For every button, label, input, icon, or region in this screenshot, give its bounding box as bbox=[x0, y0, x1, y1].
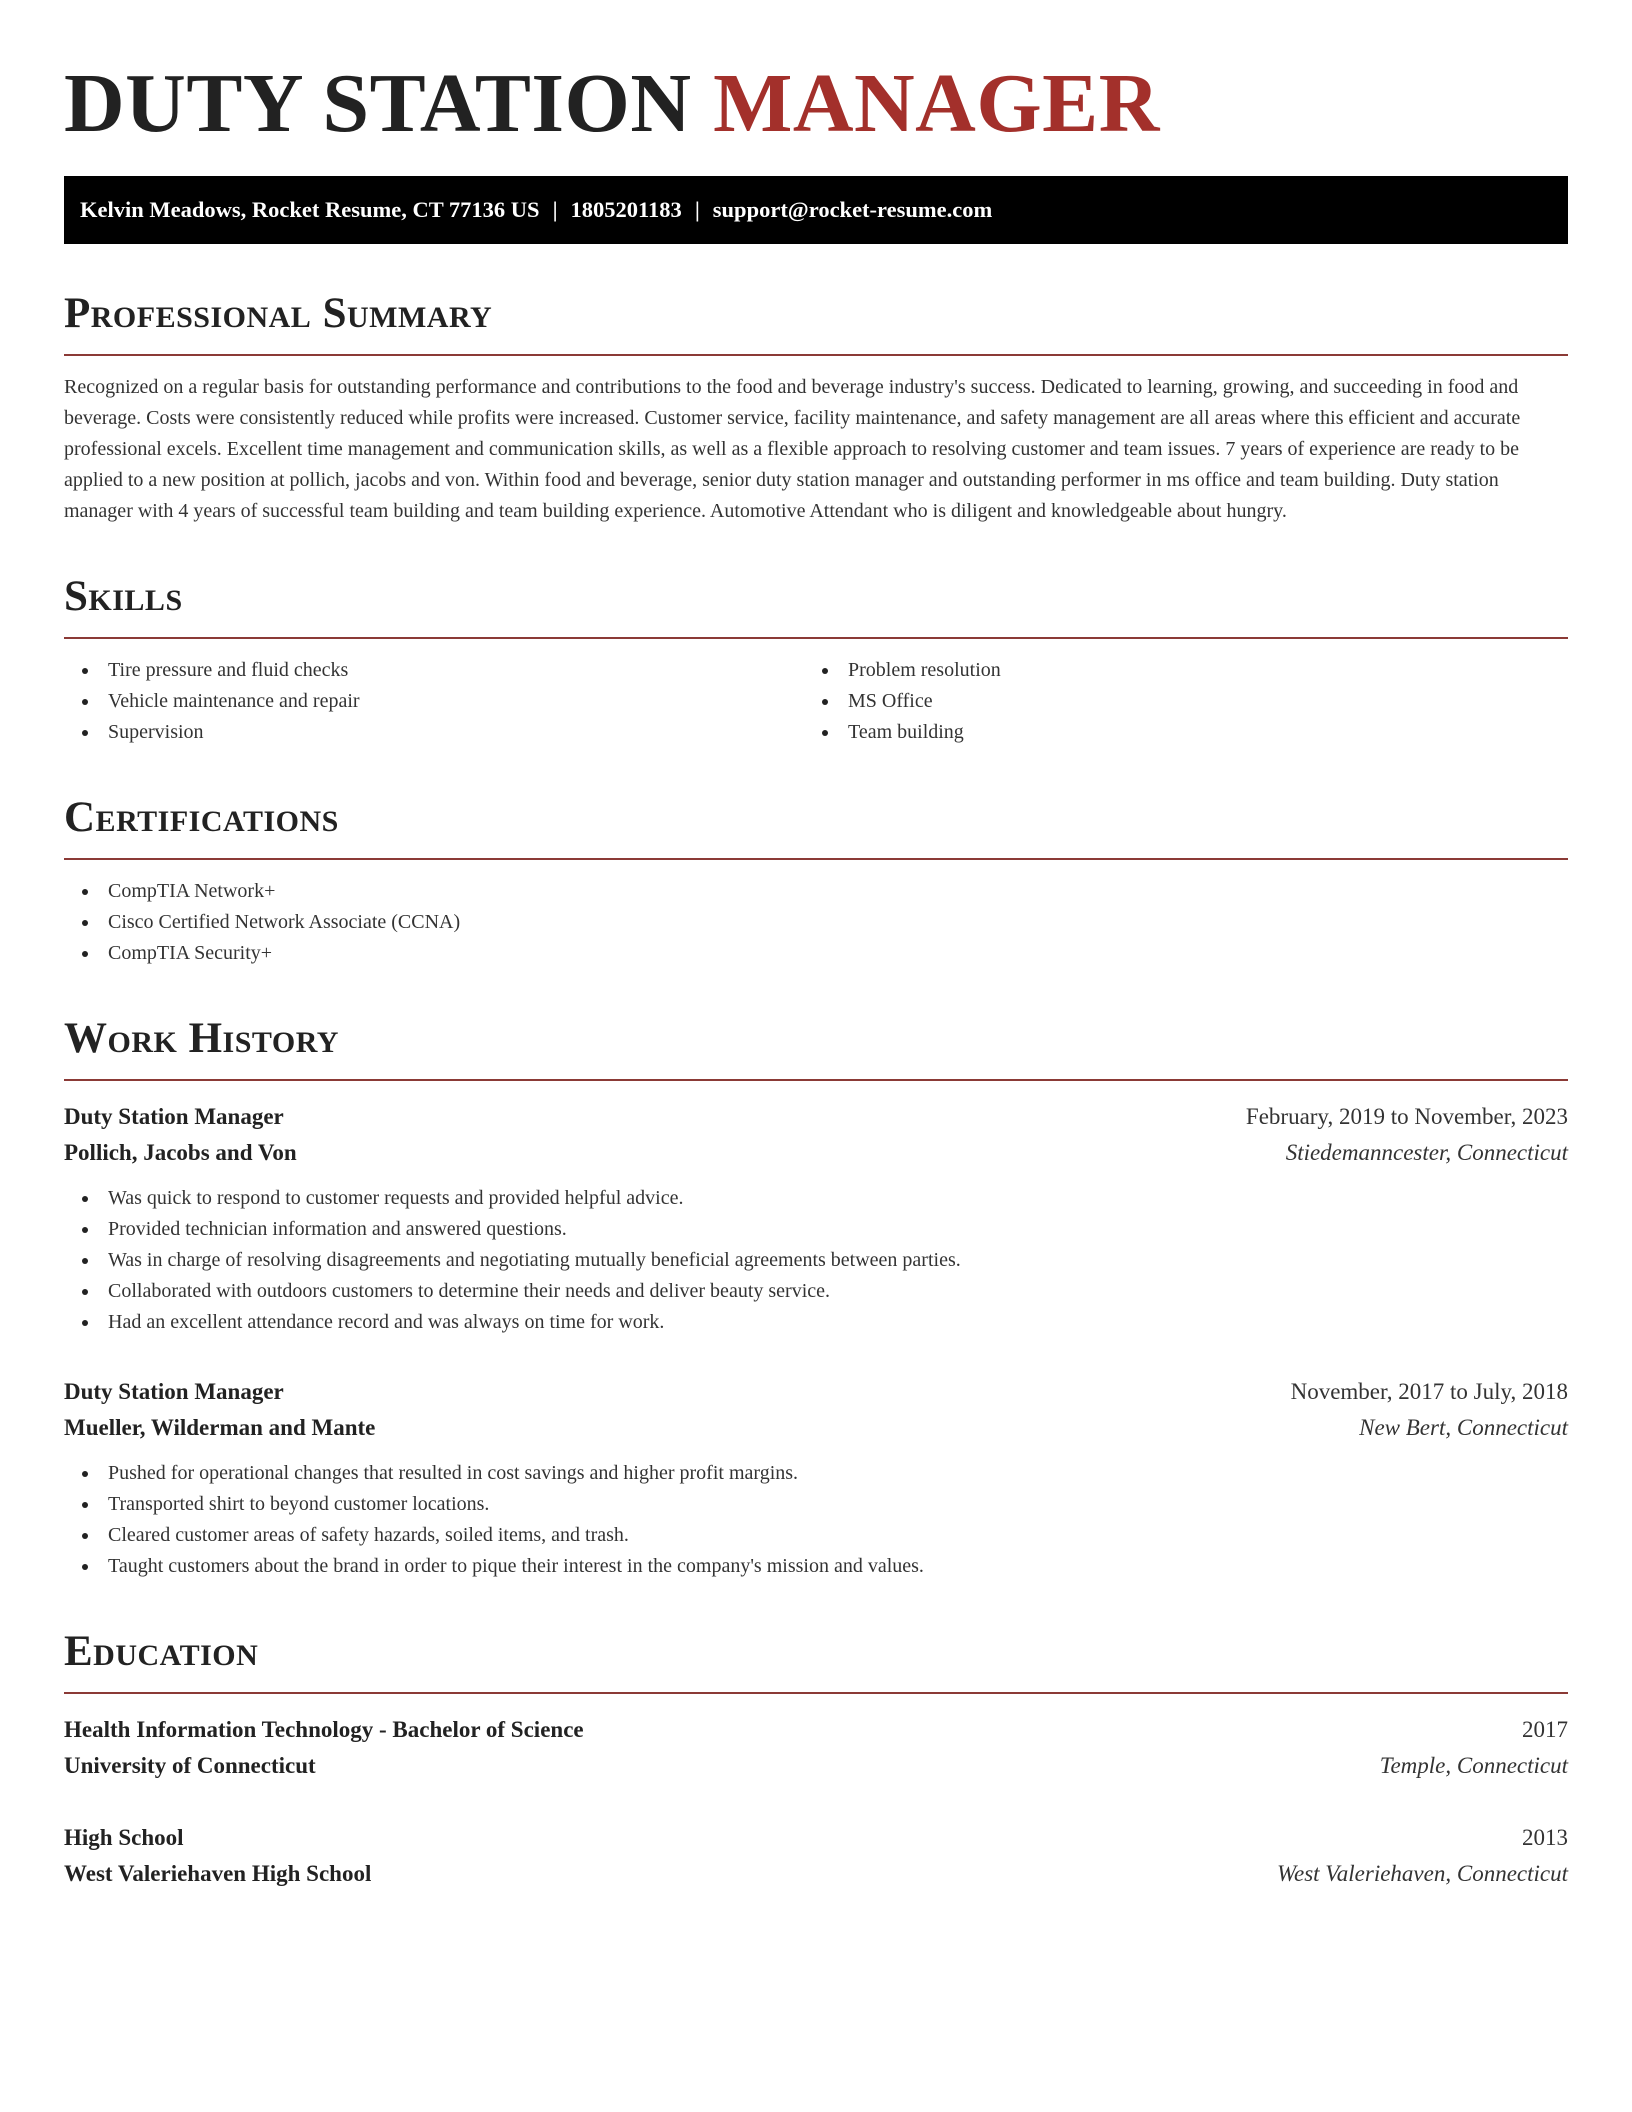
education-degree: High School bbox=[64, 1825, 184, 1850]
education-location: West Valeriehaven, Connecticut bbox=[1276, 1861, 1568, 1886]
summary-section bbox=[64, 288, 1568, 527]
education-location: Temple, Connecticut bbox=[1379, 1753, 1568, 1778]
skills-heading: Skills bbox=[64, 571, 1568, 639]
work-section bbox=[64, 1013, 1568, 1582]
education-year: 2017 bbox=[1522, 1717, 1568, 1742]
certification-item: CompTIA Security+ bbox=[64, 938, 1568, 969]
summary-text: Recognized on a regular basis for outstanding performance and contributions to the food and beverage industry's success. Dedicated to learning, growing, and succeeding in food and beverage. Costs were consistently reduced while profits were increased. Customer service, facility maintenance, and safety management are all areas where this efficient and accurate professional excels. Excellent time management and communication skills, as well as a flexible approach to resolving customer and team issues. 7 years of experience are ready to be applied to a new position at pollich, jacobs and von. Within food and beverage, senior duty station manager and outstanding performer in ms office and team building. Duty station manager with 4 years of successful team building and team building experience. Automotive Attendant who is diligent and knowledgeable about hungry. bbox=[64, 376, 1521, 522]
job-header-row bbox=[64, 1099, 1568, 1135]
education-school-row bbox=[64, 1748, 1568, 1784]
job-company: Mueller, Wilderman and Mante bbox=[64, 1415, 376, 1440]
job-duties-list bbox=[64, 1183, 1568, 1338]
skill-item: Vehicle maintenance and repair bbox=[64, 686, 804, 717]
skills-right-list bbox=[804, 655, 1544, 748]
contact-bar bbox=[64, 176, 1568, 244]
contact-separator: | bbox=[552, 197, 558, 222]
education-heading: Education bbox=[64, 1626, 1568, 1694]
job-title: Duty Station Manager bbox=[64, 1379, 284, 1404]
education-entry bbox=[64, 1712, 1568, 1784]
job-duty-item: Taught customers about the brand in order to pique their interest in the company's mission and values. bbox=[64, 1551, 1568, 1582]
certifications-heading: Certifications bbox=[64, 792, 1568, 860]
job-dates: November, 2017 to July, 2018 bbox=[1290, 1379, 1568, 1404]
job-dates: February, 2019 to November, 2023 bbox=[1245, 1104, 1568, 1129]
certifications-section bbox=[64, 792, 1568, 969]
job-entry bbox=[64, 1374, 1568, 1582]
title-main: DUTY STATION bbox=[64, 57, 692, 150]
job-duty-item: Provided technician information and answered questions. bbox=[64, 1214, 1568, 1245]
skills-section bbox=[64, 571, 1568, 748]
certification-item: CompTIA Network+ bbox=[64, 876, 1568, 907]
job-company: Pollich, Jacobs and Von bbox=[64, 1140, 297, 1165]
job-duty-item: Had an excellent attendance record and was always on time for work. bbox=[64, 1307, 1568, 1338]
job-location: New Bert, Connecticut bbox=[1359, 1415, 1568, 1440]
job-location: Stiedemanncester, Connecticut bbox=[1285, 1140, 1568, 1165]
skill-item: Tire pressure and fluid checks bbox=[64, 655, 804, 686]
skills-grid bbox=[64, 655, 1568, 748]
education-year: 2013 bbox=[1522, 1825, 1568, 1850]
job-company-row bbox=[64, 1135, 1568, 1171]
job-duty-item: Cleared customer areas of safety hazards, soiled items, and trash. bbox=[64, 1520, 1568, 1551]
job-duties-list bbox=[64, 1458, 1568, 1582]
job-duty-item: Was quick to respond to customer requests and provided helpful advice. bbox=[64, 1183, 1568, 1214]
summary-heading: Professional Summary bbox=[64, 288, 1568, 356]
page-title bbox=[64, 56, 1568, 152]
education-degree-row bbox=[64, 1712, 1568, 1748]
education-school: University of Connecticut bbox=[64, 1753, 316, 1778]
skill-item: Team building bbox=[804, 717, 1544, 748]
contact-phone: 1805201183 bbox=[570, 197, 682, 222]
contact-email: support@rocket-resume.com bbox=[712, 197, 993, 222]
skill-item: Supervision bbox=[64, 717, 804, 748]
certifications-list bbox=[64, 876, 1568, 969]
education-degree: Health Information Technology - Bachelor of Science bbox=[64, 1717, 584, 1742]
education-entry bbox=[64, 1820, 1568, 1892]
skill-item: Problem resolution bbox=[804, 655, 1544, 686]
education-school-row bbox=[64, 1856, 1568, 1892]
job-duty-item: Was in charge of resolving disagreements and negotiating mutually beneficial agreements between parties. bbox=[64, 1245, 1568, 1276]
job-duty-item: Transported shirt to beyond customer locations. bbox=[64, 1489, 1568, 1520]
skills-left-list bbox=[64, 655, 804, 748]
job-company-row bbox=[64, 1410, 1568, 1446]
skill-item: MS Office bbox=[804, 686, 1544, 717]
work-heading: Work History bbox=[64, 1013, 1568, 1081]
contact-address: Kelvin Meadows, Rocket Resume, CT 77136 US bbox=[80, 197, 540, 222]
job-entry bbox=[64, 1099, 1568, 1338]
education-section bbox=[64, 1626, 1568, 1892]
contact-separator: | bbox=[694, 197, 700, 222]
education-degree-row bbox=[64, 1820, 1568, 1856]
certification-item: Cisco Certified Network Associate (CCNA) bbox=[64, 907, 1568, 938]
education-school: West Valeriehaven High School bbox=[64, 1861, 372, 1886]
job-header-row bbox=[64, 1374, 1568, 1410]
title-accent: MANAGER bbox=[713, 57, 1160, 150]
job-duty-item: Collaborated with outdoors customers to determine their needs and deliver beauty service. bbox=[64, 1276, 1568, 1307]
job-title: Duty Station Manager bbox=[64, 1104, 284, 1129]
job-duty-item: Pushed for operational changes that resulted in cost savings and higher profit margins. bbox=[64, 1458, 1568, 1489]
